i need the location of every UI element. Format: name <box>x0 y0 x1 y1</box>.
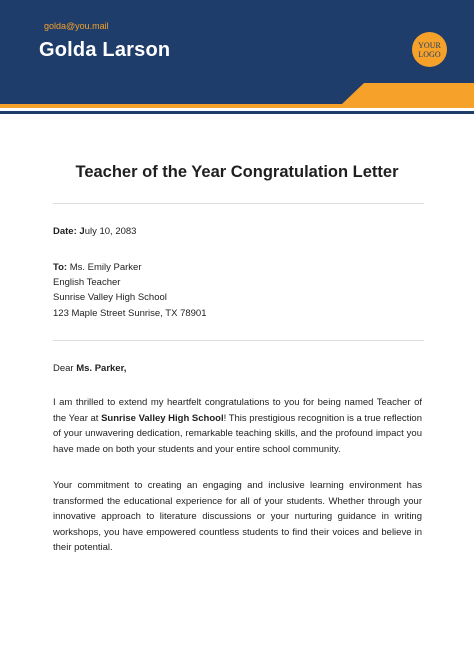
divider <box>53 203 424 204</box>
divider <box>53 340 424 341</box>
recipient-position: English Teacher <box>53 277 121 288</box>
recipient-name-line <box>53 262 142 273</box>
sender-name: Golda Larson <box>39 39 171 61</box>
logo-placeholder <box>412 32 447 67</box>
salutation-prefix: Dear <box>53 363 77 374</box>
paragraph-1-text-a: I am thrilled to extend my heartfelt congratulations to you for being named Teacher of the Year at <box>53 397 422 424</box>
recipient-name: Ms. Emily Parker <box>69 262 142 273</box>
date-value: uly 10, 2083 <box>84 226 137 237</box>
header-bottom-rule <box>0 111 474 114</box>
logo-text: YOUR LOGO <box>418 40 441 59</box>
paragraph-1-text-b: ! This prestigious recognition is a true reflection of your unwavering dedication, remarkable teaching skills, and the profound impact you have made on both your students and your entire school community. <box>53 412 422 455</box>
body-paragraph-1 <box>53 395 422 457</box>
recipient-school: Sunrise Valley High School <box>53 292 167 303</box>
sender-email: golda@you.mail <box>44 21 109 31</box>
recipient-address: 123 Maple Street Sunrise, TX 78901 <box>53 308 207 319</box>
date-line <box>53 226 136 237</box>
body-paragraph-2: Your commitment to creating an engaging and inclusive learning environment has transformed the educational experience for all of your students. Whether through your innovative approach to literature discussions or your nurturing guidance in writing workshops, you have empowered countless students to find their voices and believe in their potential. <box>53 480 422 554</box>
letter-title: Teacher of the Year Congratulation Letter <box>75 163 399 181</box>
recipient-label: To: <box>53 262 68 273</box>
salutation <box>53 363 126 374</box>
date-label: Date: J <box>53 226 85 237</box>
salutation-name: Ms. Parker, <box>76 363 127 374</box>
paragraph-1-school: Sunrise Valley High School <box>101 412 224 424</box>
letterhead <box>0 0 474 116</box>
